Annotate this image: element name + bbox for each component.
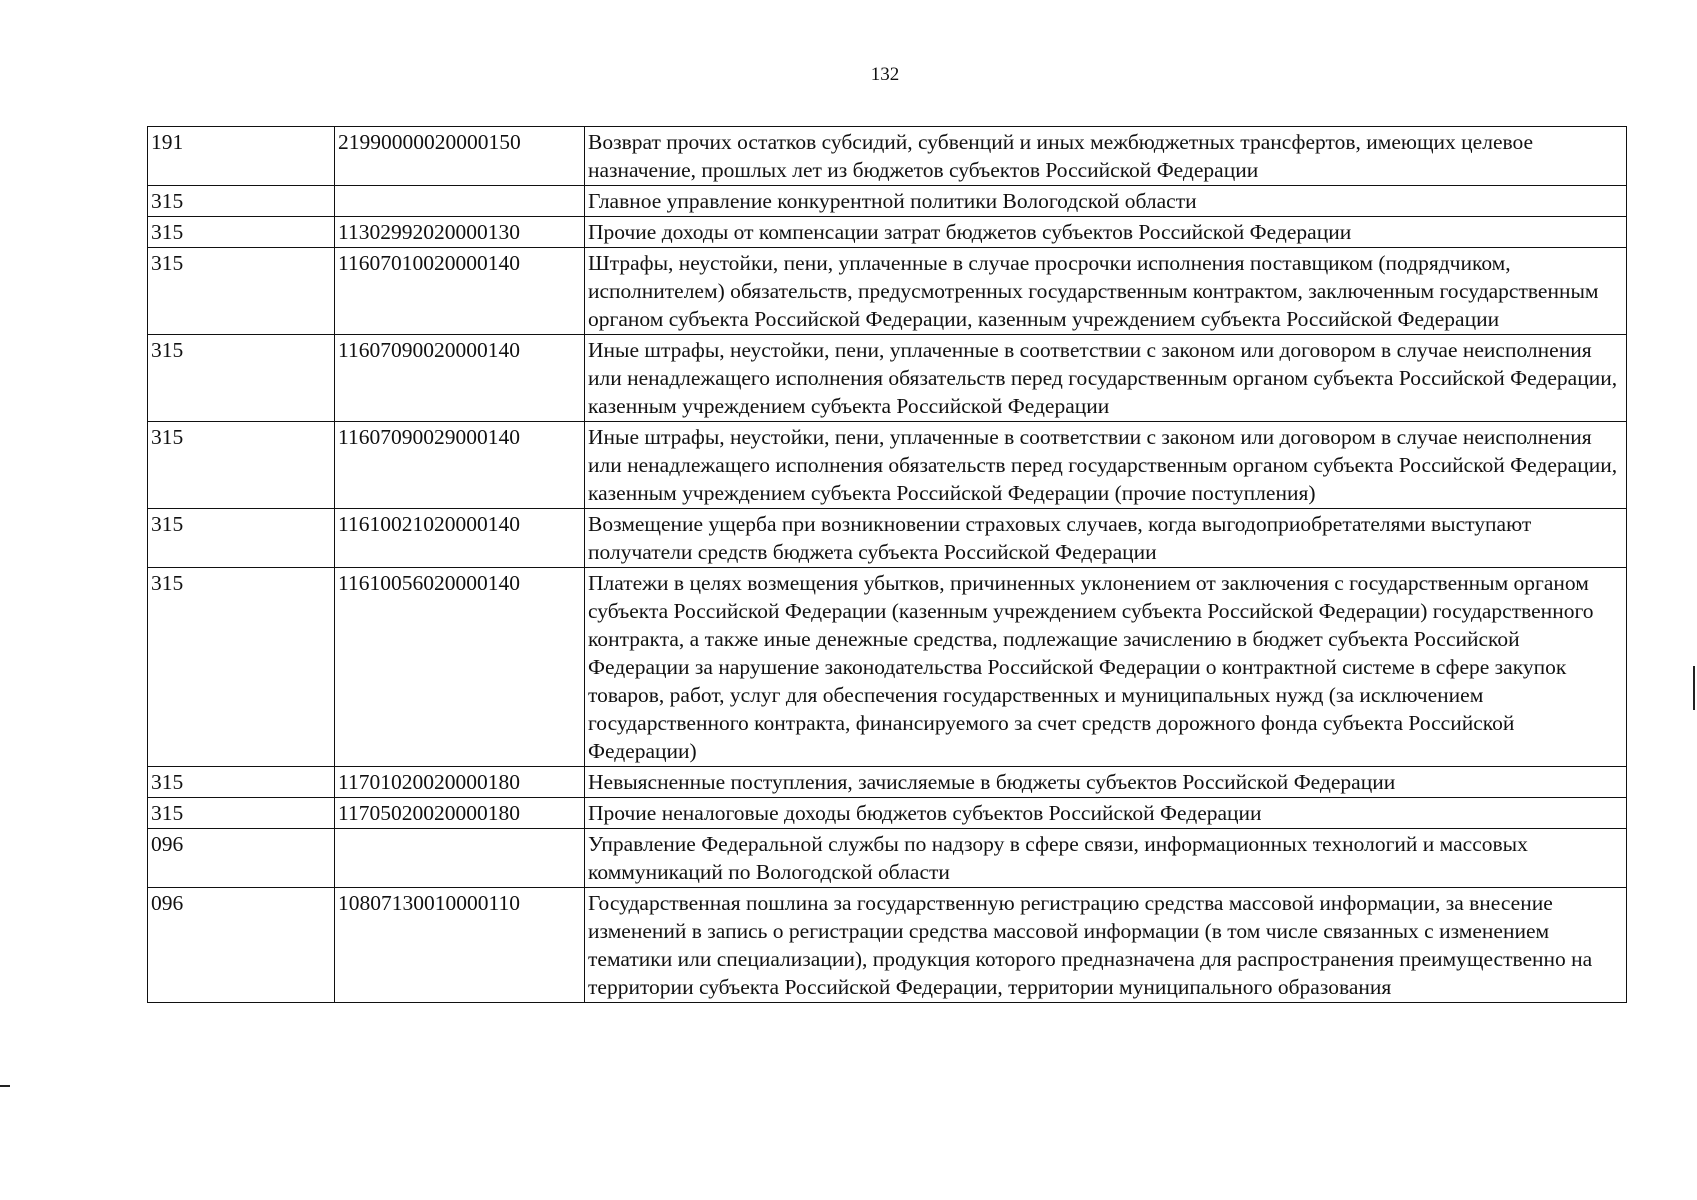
admin-code-cell: 191 — [148, 127, 335, 186]
table-row — [148, 888, 1627, 1003]
revenue-code-cell: 10807130010000110 — [335, 888, 585, 1003]
table-row — [148, 767, 1627, 798]
revenue-code-cell: 11607090020000140 — [335, 335, 585, 422]
admin-code-cell: 315 — [148, 767, 335, 798]
admin-code-cell: 096 — [148, 888, 335, 1003]
revenue-code-cell: 11610056020000140 — [335, 568, 585, 767]
table-row — [148, 186, 1627, 217]
admin-code-cell: 315 — [148, 186, 335, 217]
revenue-name-cell: Управление Федеральной службы по надзору в сфере связи, информационных технологий и массовых коммуникаций по Вологодской области — [585, 829, 1627, 888]
page-number: 132 — [870, 64, 900, 85]
revenue-code-cell — [335, 829, 585, 888]
admin-code-cell: 315 — [148, 217, 335, 248]
revenue-codes-table — [147, 126, 1627, 1003]
table-row — [148, 568, 1627, 767]
admin-code-cell: 315 — [148, 798, 335, 829]
revenue-code-cell: 11607010020000140 — [335, 248, 585, 335]
table-row — [148, 509, 1627, 568]
revenue-name-cell: Возврат прочих остатков субсидий, субвенций и иных межбюджетных трансфертов, имеющих целевое назначение, прошлых лет из бюджетов субъектов Российской Федерации — [585, 127, 1627, 186]
revenue-code-cell — [335, 186, 585, 217]
revenue-code-cell: 11705020020000180 — [335, 798, 585, 829]
admin-code-cell: 315 — [148, 248, 335, 335]
table-row — [148, 798, 1627, 829]
table-row — [148, 127, 1627, 186]
revenue-name-cell: Возмещение ущерба при возникновении страховых случаев, когда выгодоприобретателями выступают получатели средств бюджета субъекта Российской Федерации — [585, 509, 1627, 568]
revenue-code-cell: 11302992020000130 — [335, 217, 585, 248]
revenue-code-cell: 21990000020000150 — [335, 127, 585, 186]
revenue-name-cell: Государственная пошлина за государственную регистрацию средства массовой информации, за внесение изменений в запись о регистрации средства массовой информации (в том числе связанных с изменением тематики или специализации), продукция которого предназначена для распространения преимущественно на территории субъекта Российской Федерации, территории муниципального образования — [585, 888, 1627, 1003]
revenue-name-cell: Платежи в целях возмещения убытков, причиненных уклонением от заключения с государственным органом субъекта Российской Федерации (казенным учреждением субъекта Российской Федерации) государственного контракта, а также иные денежные средства, подлежащие зачислению в бюджет субъекта Российской Федерации за нарушение законодательства Российской Федерации о контрактной системе в сфере закупок товаров, работ, услуг для обеспечения государственных и муниципальных нужд (за исключением государственного контракта, финансируемого за счет средств дорожного фонда субъекта Российской Федерации) — [585, 568, 1627, 767]
table-row — [148, 422, 1627, 509]
table-row — [148, 335, 1627, 422]
scan-artifact-mark — [1693, 666, 1695, 710]
table-row — [148, 248, 1627, 335]
revenue-code-cell: 11701020020000180 — [335, 767, 585, 798]
admin-code-cell: 315 — [148, 568, 335, 767]
revenue-name-cell: Прочие неналоговые доходы бюджетов субъектов Российской Федерации — [585, 798, 1627, 829]
revenue-code-cell: 11607090029000140 — [335, 422, 585, 509]
table-row — [148, 217, 1627, 248]
revenue-name-cell: Главное управление конкурентной политики Вологодской области — [585, 186, 1627, 217]
revenue-name-cell: Иные штрафы, неустойки, пени, уплаченные в соответствии с законом или договором в случае неисполнения или ненадлежащего исполнения обязательств перед государственным органом субъекта Российской Федерации, казенным учреждением субъекта Российской Федерации — [585, 335, 1627, 422]
revenue-name-cell: Прочие доходы от компенсации затрат бюджетов субъектов Российской Федерации — [585, 217, 1627, 248]
revenue-name-cell: Штрафы, неустойки, пени, уплаченные в случае просрочки исполнения поставщиком (подрядчиком, исполнителем) обязательств, предусмотренных государственным контрактом, заключенным государственным органом субъекта Российской Федерации, казенным учреждением субъекта Российской Федерации — [585, 248, 1627, 335]
revenue-name-cell: Иные штрафы, неустойки, пени, уплаченные в соответствии с законом или договором в случае неисполнения или ненадлежащего исполнения обязательств перед государственным органом субъекта Российской Федерации, казенным учреждением субъекта Российской Федерации (прочие поступления) — [585, 422, 1627, 509]
admin-code-cell: 315 — [148, 422, 335, 509]
revenue-name-cell: Невыясненные поступления, зачисляемые в бюджеты субъектов Российской Федерации — [585, 767, 1627, 798]
admin-code-cell: 315 — [148, 509, 335, 568]
table-row — [148, 829, 1627, 888]
scan-artifact-mark — [0, 1085, 10, 1087]
admin-code-cell: 315 — [148, 335, 335, 422]
admin-code-cell: 096 — [148, 829, 335, 888]
revenue-code-cell: 11610021020000140 — [335, 509, 585, 568]
